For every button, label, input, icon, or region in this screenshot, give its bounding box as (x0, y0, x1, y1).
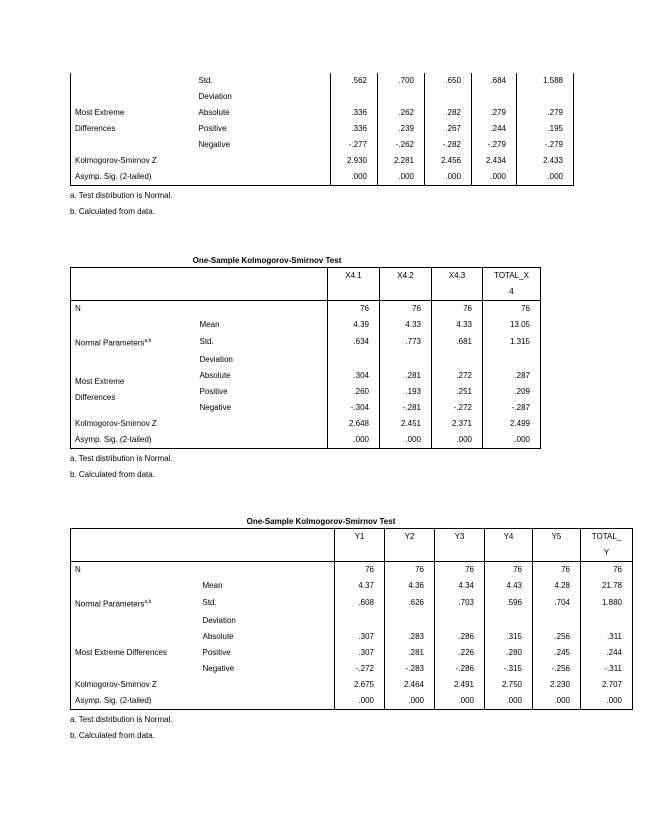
cell (425, 89, 472, 105)
row-label: Asymp. Sig. (2-tailed) (75, 695, 152, 705)
row-sublabel: Absolute (198, 108, 230, 117)
row-sublabel: Deviation (202, 615, 236, 625)
cell: 13.05 (483, 317, 541, 333)
cell: 2.456 (425, 153, 472, 169)
cell (472, 89, 517, 105)
cell: 2.464 (385, 677, 435, 693)
table-row (71, 693, 633, 710)
col-header-line: TOTAL_X (494, 271, 529, 280)
ks-table-1 (70, 73, 574, 220)
row-label (71, 578, 199, 594)
cell: 76 (581, 562, 633, 579)
cell: .000 (378, 169, 425, 186)
cell (378, 89, 425, 105)
row-sublabel: Absolute (199, 370, 231, 380)
row-label: N (75, 565, 81, 574)
cell: .703 (435, 594, 485, 613)
header-row (71, 268, 541, 301)
col-header-line: 4 (509, 287, 514, 296)
cell (581, 613, 633, 629)
cell: .267 (425, 121, 472, 137)
row-label (71, 89, 195, 105)
cell: 2.371 (432, 416, 483, 432)
footnote-b: b. Calculated from data. (70, 469, 155, 479)
ks-table-1-grid (70, 73, 574, 186)
col-header: Y1 (335, 529, 385, 562)
table-row (71, 169, 574, 186)
cell: .336 (331, 105, 378, 121)
cell: 76 (533, 562, 581, 579)
table-row (71, 432, 541, 449)
cell: 76 (328, 301, 380, 318)
cell: .000 (581, 693, 633, 710)
table-row (71, 89, 574, 105)
cell: .279 (517, 105, 574, 121)
table-row (71, 137, 574, 153)
cell: 2.230 (533, 677, 581, 693)
cell: -.304 (328, 400, 380, 416)
row-label (71, 661, 199, 677)
ks-table-2 (70, 255, 541, 483)
table-row (71, 153, 574, 169)
cell (485, 613, 533, 629)
cell: 4.28 (533, 578, 581, 594)
footnote-a: a. Test distribution is Normal. (70, 714, 173, 724)
table-row (71, 578, 633, 594)
row-sublabel: Std. (202, 598, 217, 608)
cell: -.279 (472, 137, 517, 153)
cell: .209 (483, 384, 541, 400)
cell: .000 (425, 169, 472, 186)
cell: .272 (432, 368, 483, 384)
cell: .000 (331, 169, 378, 186)
row-sublabel: Negative (202, 663, 235, 673)
cell: .287 (483, 368, 541, 384)
cell: -.281 (380, 400, 432, 416)
row-label: Kolmogorov-Smirnov Z (75, 418, 157, 428)
table-row (71, 333, 541, 352)
cell (328, 352, 380, 368)
row-sublabel (196, 416, 328, 432)
table-row (71, 301, 541, 318)
ks-table-2-grid (70, 267, 541, 449)
row-sublabel: Absolute (202, 631, 234, 641)
cell: .000 (328, 432, 380, 449)
cell: .239 (378, 121, 425, 137)
col-header (483, 268, 541, 301)
cell: -.272 (335, 661, 385, 677)
cell: .281 (385, 645, 435, 661)
cell: -.256 (533, 661, 581, 677)
table-row (71, 562, 633, 579)
cell: 2.675 (335, 677, 385, 693)
ks-table-3 (70, 516, 633, 744)
cell: .315 (485, 629, 533, 645)
cell: .193 (380, 384, 432, 400)
row-label: Most Extreme (71, 105, 195, 121)
cell: .244 (581, 645, 633, 661)
ks-table-3-grid (70, 528, 633, 710)
row-sublabel: Positive (199, 386, 228, 396)
cell (483, 352, 541, 368)
cell (331, 89, 378, 105)
header-empty (71, 529, 335, 562)
col-header: Y5 (533, 529, 581, 562)
cell (533, 613, 581, 629)
cell: .562 (331, 73, 378, 89)
row-label: Asymp. Sig. (2-tailed) (71, 169, 195, 186)
footnote-a: a. Test distribution is Normal. (70, 191, 173, 200)
cell: .307 (335, 629, 385, 645)
cell (517, 89, 574, 105)
row-label: Differences (71, 121, 195, 137)
cell: .000 (432, 432, 483, 449)
table-row (71, 317, 541, 333)
cell: 76 (485, 562, 533, 579)
cell: .226 (435, 645, 485, 661)
header-row (71, 529, 633, 562)
row-label (71, 376, 196, 402)
cell: -.282 (425, 137, 472, 153)
cell: 1.880 (581, 594, 633, 613)
cell: .000 (533, 693, 581, 710)
cell: .773 (380, 333, 432, 352)
row-sublabel: Negative (199, 402, 232, 412)
normal-params-label: Normal Parameters (75, 338, 145, 348)
table-row (71, 594, 633, 613)
cell: -.287 (483, 400, 541, 416)
cell: .304 (328, 368, 380, 384)
row-sublabel: Mean (202, 581, 223, 590)
cell: 4.36 (385, 578, 435, 594)
cell: .000 (517, 169, 574, 186)
row-sublabel: Mean (199, 320, 220, 329)
cell: 2.930 (331, 153, 378, 169)
cell: 2.434 (472, 153, 517, 169)
cell: 4.33 (380, 317, 432, 333)
row-sublabel: Std. (199, 337, 214, 347)
col-header: X4.2 (380, 268, 432, 301)
most-extreme-line: Most Extreme (75, 376, 125, 386)
row-label: N (75, 304, 81, 313)
cell: .650 (425, 73, 472, 89)
cell: .336 (331, 121, 378, 137)
footnote-b: b. Calculated from data. (70, 207, 155, 216)
table-row (71, 416, 541, 432)
cell: .244 (472, 121, 517, 137)
cell (432, 352, 483, 368)
cell: .286 (435, 629, 485, 645)
cell: .251 (432, 384, 483, 400)
table-row (71, 400, 541, 416)
cell: .000 (385, 693, 435, 710)
cell: 2.281 (378, 153, 425, 169)
row-sublabel: Positive (202, 647, 231, 657)
col-header-line: Y (603, 548, 610, 557)
cell: 4.37 (335, 578, 385, 594)
col-header: Y4 (485, 529, 533, 562)
table-row (71, 645, 633, 661)
cell: 76 (380, 301, 432, 318)
row-sublabel: Std. (198, 76, 213, 85)
row-label (71, 613, 199, 629)
footnote-a: a. Test distribution is Normal. (70, 453, 173, 463)
row-sublabel (199, 562, 335, 579)
cell: .000 (435, 693, 485, 710)
col-header: X4.3 (432, 268, 483, 301)
cell: 4.43 (485, 578, 533, 594)
row-sublabel (199, 693, 335, 710)
row-label: Most Extreme Differences (75, 647, 167, 657)
table-row (71, 368, 541, 384)
cell: 76 (483, 301, 541, 318)
col-header: Y3 (435, 529, 485, 562)
col-header (581, 529, 633, 562)
cell: 4.33 (432, 317, 483, 333)
cell: 2.499 (483, 416, 541, 432)
cell: 2.433 (517, 153, 574, 169)
cell: .281 (380, 368, 432, 384)
cell: -.283 (385, 661, 435, 677)
row-sublabel: Deviation (198, 92, 232, 101)
cell: .000 (380, 432, 432, 449)
cell: .000 (335, 693, 385, 710)
cell: 4.39 (328, 317, 380, 333)
row-label (71, 352, 196, 368)
table-row (71, 661, 633, 677)
cell: .283 (385, 629, 435, 645)
cell: .000 (483, 432, 541, 449)
cell: 2.750 (485, 677, 533, 693)
cell: .260 (328, 384, 380, 400)
table-title: One-Sample Kolmogorov-Smirnov Test (192, 256, 342, 265)
cell: -.277 (331, 137, 378, 153)
cell: .245 (533, 645, 581, 661)
cell: .282 (425, 105, 472, 121)
cell: 2.491 (435, 677, 485, 693)
row-sublabel: Negative (198, 140, 231, 149)
cell: 76 (385, 562, 435, 579)
row-label: Kolmogorov-Smirnov Z (71, 153, 195, 169)
header-empty (71, 268, 328, 301)
table-row (71, 352, 541, 368)
row-label (71, 73, 195, 89)
cell: 76 (432, 301, 483, 318)
cell: 2.648 (328, 416, 380, 432)
row-sublabel (195, 153, 331, 169)
footnote-ref: a,b (144, 338, 152, 344)
cell: .000 (485, 693, 533, 710)
cell (380, 352, 432, 368)
table-row (71, 384, 541, 400)
footnote-ref: a,b (144, 599, 152, 605)
cell: -.279 (517, 137, 574, 153)
row-label (71, 629, 199, 645)
cell: -.272 (432, 400, 483, 416)
cell (385, 613, 435, 629)
cell: -.262 (378, 137, 425, 153)
row-sublabel (199, 677, 335, 693)
cell: 76 (335, 562, 385, 579)
row-label: Asymp. Sig. (2-tailed) (75, 434, 152, 444)
cell: .704 (533, 594, 581, 613)
cell: .000 (472, 169, 517, 186)
row-label: Kolmogorov-Smirnov Z (75, 679, 157, 689)
row-label (71, 594, 199, 613)
table-row (71, 613, 633, 629)
cell: .681 (432, 333, 483, 352)
cell (335, 613, 385, 629)
row-sublabel: Positive (198, 124, 227, 133)
table-row (71, 121, 574, 137)
table-row (71, 73, 574, 89)
table-row (71, 105, 574, 121)
table-row (71, 629, 633, 645)
col-header: Y2 (385, 529, 435, 562)
row-sublabel (196, 432, 328, 449)
row-sublabel (195, 169, 331, 186)
cell: .311 (581, 629, 633, 645)
cell: 2.707 (581, 677, 633, 693)
cell: .684 (472, 73, 517, 89)
cell: .626 (385, 594, 435, 613)
cell: .262 (378, 105, 425, 121)
table-title: One-Sample Kolmogorov-Smirnov Test (246, 517, 396, 526)
table-row (71, 677, 633, 693)
cell: 1.315 (483, 333, 541, 352)
col-header: X4.1 (328, 268, 380, 301)
row-label (71, 137, 195, 153)
cell: .608 (335, 594, 385, 613)
normal-params-label: Normal Parameters (75, 599, 145, 609)
cell: 76 (435, 562, 485, 579)
cell: .307 (335, 645, 385, 661)
most-extreme-line: Differences (75, 392, 116, 402)
col-header-line: TOTAL_ (591, 532, 622, 541)
cell: -.315 (485, 661, 533, 677)
cell: 2.451 (380, 416, 432, 432)
cell: .256 (533, 629, 581, 645)
cell: .279 (472, 105, 517, 121)
cell: .700 (378, 73, 425, 89)
cell: .634 (328, 333, 380, 352)
cell: .195 (517, 121, 574, 137)
row-sublabel (196, 301, 328, 318)
row-sublabel: Deviation (199, 354, 233, 364)
cell: 4.34 (435, 578, 485, 594)
cell: -.286 (435, 661, 485, 677)
cell (435, 613, 485, 629)
row-label (71, 317, 196, 333)
row-label (71, 333, 196, 352)
cell: -.311 (581, 661, 633, 677)
cell: 21.78 (581, 578, 633, 594)
footnote-b: b. Calculated from data. (70, 730, 155, 740)
cell: .596 (485, 594, 533, 613)
cell: .280 (485, 645, 533, 661)
cell: 1.588 (517, 73, 574, 89)
